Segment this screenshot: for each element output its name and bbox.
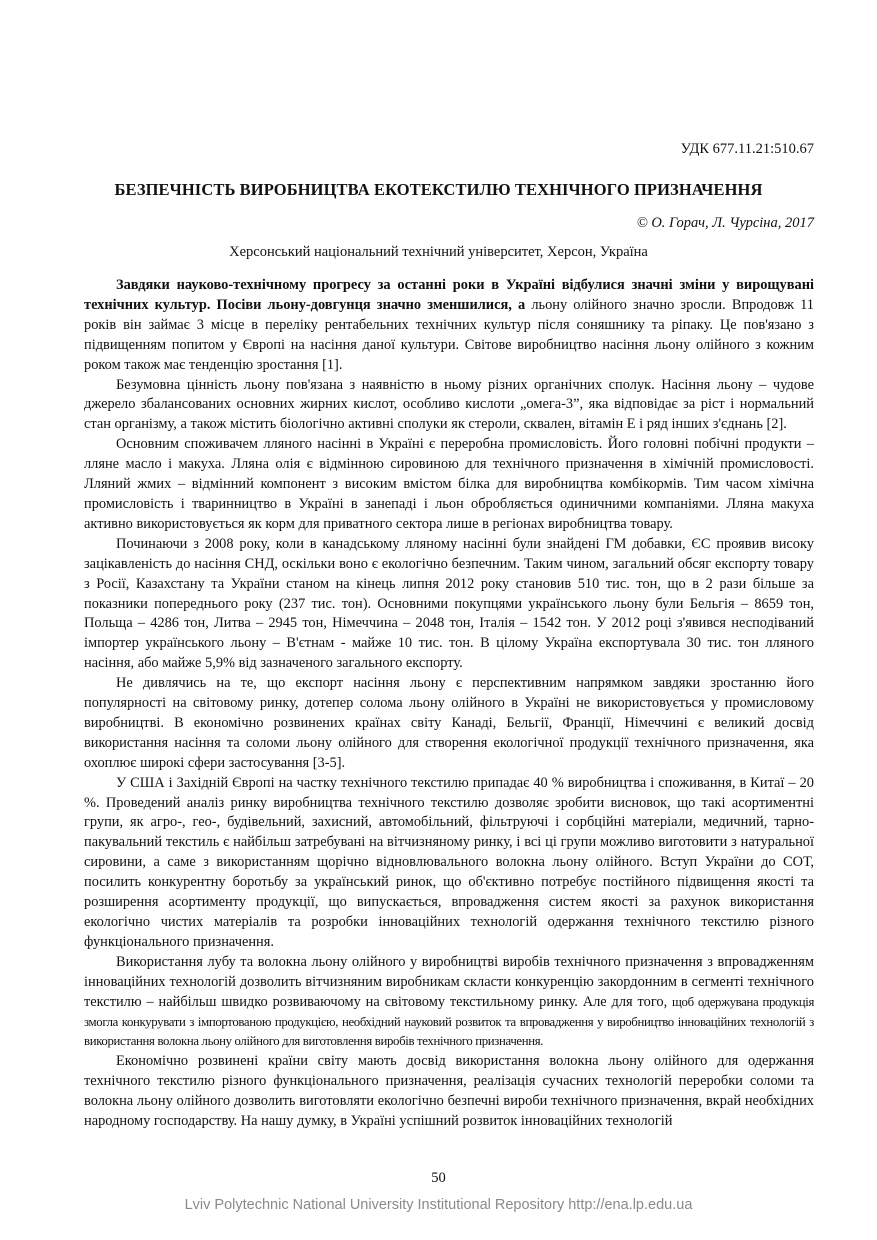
paragraph-1 [84,276,814,376]
article-body [84,276,814,1132]
paper-title: БЕЗПЕЧНІСТЬ ВИРОБНИЦТВА ЕКОТЕКСТИЛЮ ТЕХНІЧНОГО ПРИЗНАЧЕННЯ [114,180,763,199]
paragraph-2: Безумовна цінність льону пов'язана з наявністю в ньому різних органічних сполук. Насіння льону – чудове джерело збалансованих основних жирних кислот, особливо кислоти „омега-3”, яка відповідає за ріст і нормальний стан організму, а також містить біологічно активні сполуки як стероли, сквален, вітамін Е і ряд інших з'єднань [2]. [84,376,814,433]
paragraph-8: Економічно розвинені країни світу мають досвід використання волокна льону олійного для одержання технічного текстилю різного функціонального призначення, реалізація сучасних технологій переробки соломи та волокна льону олійного дозволить виготовляти екологічно безпечні вироби технічного призначення, вкрай необхідних народному господарству. На нашу думку, в Україні успішний розвиток інноваційних технологій [84,1053,814,1130]
paragraph-3: Основним споживачем лляного насінні в Україні є переробна промисловість. Його головні побічні продукти – лляне масло і макуха. Лляна олія є відмінною сировиною для технічного призначення в хімічній промисловості. Лляний жмих – відмінний компонент з високим вмістом білка для виробництва комбікормів. Тим часом хімічна промисловість і тваринництво в Україні в занепаді і льон обробляється одиничними компаніями. Лляна макуха активно використовується як корм для приватного сектора лише в регіонах виробництва товару. [84,436,814,532]
paragraph-4: Починаючи з 2008 року, коли в канадському лляному насінні були знайдені ГМ добавки, ЄС проявив високу зацікавленість до насіння СНД, оскільки воно є екологічно безпечним. Таким чином, загальний обсяг експорту товару з Росії, Казахстану та України станом на кінець липня 2012 року становив 510 тис. тон, що в 2 рази більше за показники попереднього року (237 тис. тон). Основними покупцями українського льону були Бельгія – 8659 тон, Польща – 4286 тон, Литва – 2945 тон, Німеччина – 2048 тон, Італія – 1542 тон. У 2012 році з'явився несподіваний імпортер українського льону – В'єтнам - майже 10 тис. тон. В цілому Україна експортувала 30 тис. тон лляного насіння, або майже 5,9% від зазначеного загального експорту. [84,535,814,672]
paragraph-7-text: Використання лубу та волокна льону олійного у виробництві виробів технічного призначення з впровадженням інноваційних технологій дозволить вітчизняним виробникам скласти конкуренцію закордонним в сегменті технічного текстилю – найбільш швидко розвиваючому на світовому текстильному ринку. Але для того, [84,953,814,1010]
paragraph-5: Не дивлячись на те, що експорт насіння льону є перспективним напрямком завдяки зростанню його популярності на світовому ринку, дотепер солома льону олійного в Україні не використовується у промисловому виробництві. В економічно розвинених країнах світу Канаді, Бельгії, Франції, Німеччині є великий досвід використання насіння та соломи льону олійного для створення екологічної продукції технічного призначення, яка охоплює широкі сфери застосування [3-5]. [84,675,814,771]
paragraph-1-bold-lead: Завдяки науково-технічному прогресу за останні роки в Україні відбулися значні зміни у вирощувані технічних культур. Посіви льону-довгунця значно зменшилися, а [84,277,814,313]
authors-copyright: © О. Горач, Л. Чурсіна, 2017 [636,215,814,231]
repository-footer: Lviv Polytechnic National University Institutional Repository http://ena.lp.edu.ua [184,1197,693,1213]
paragraph-1-text: льону олійного значно зросли. Впродовж 11 років він займає 3 місце в переліку рентабельних технічних культур після соняшнику та ріпаку. Це пов'язано з підвищенням попитом у Європі на насіння даної культури. Світове виробництво насіння льону олійного з кожним роком також має тенденцію зростання [1]. [84,296,814,373]
paragraph-7-condensed-text: щоб одержувана продукція змогла конкурувати з імпортованою продукцією, необхідний науковий розвиток та впровадження у виробництво інноваційних технологій з використання волокна льону олійного для виготовлення виробів технічного призначення. [84,994,814,1049]
udc-code: УДК 677.11.21:510.67 [680,141,814,157]
page-number: 50 [431,1170,446,1186]
affiliation: Херсонський національний технічний університет, Херсон, Україна [229,244,648,260]
paragraph-7 [84,953,814,1053]
paragraph-6: У США і Західній Європі на частку технічного текстилю припадає 40 % виробництва і споживання, в Китаї – 20 %. Проведений аналіз ринку виробництва технічного текстилю дозволяє зробити висновок, що такі асортиментні групи, як агро-, гео-, будівельний, захисний, автомобільний, фільтруючі і сорбційні матеріали, медичний, тарно-пакувальний текстиль є найбільш затребувані на вітчизняному ринку, і всі ці групи можливо виготовити з натуральної сировини, а саме з використанням щорічно відновлювального волокна льону олійного. Вступ України до СОТ, посилить конкурентну боротьбу за український ринок, що об'єктивно потребує постійного підвищення якості та розширення асортименту продукції, що випускається, впровадження систем якості за рахунок використання екологічно чистих матеріалів та розробки інноваційних технологій одержання технічного текстилю різного функціонального призначення. [84,774,814,950]
